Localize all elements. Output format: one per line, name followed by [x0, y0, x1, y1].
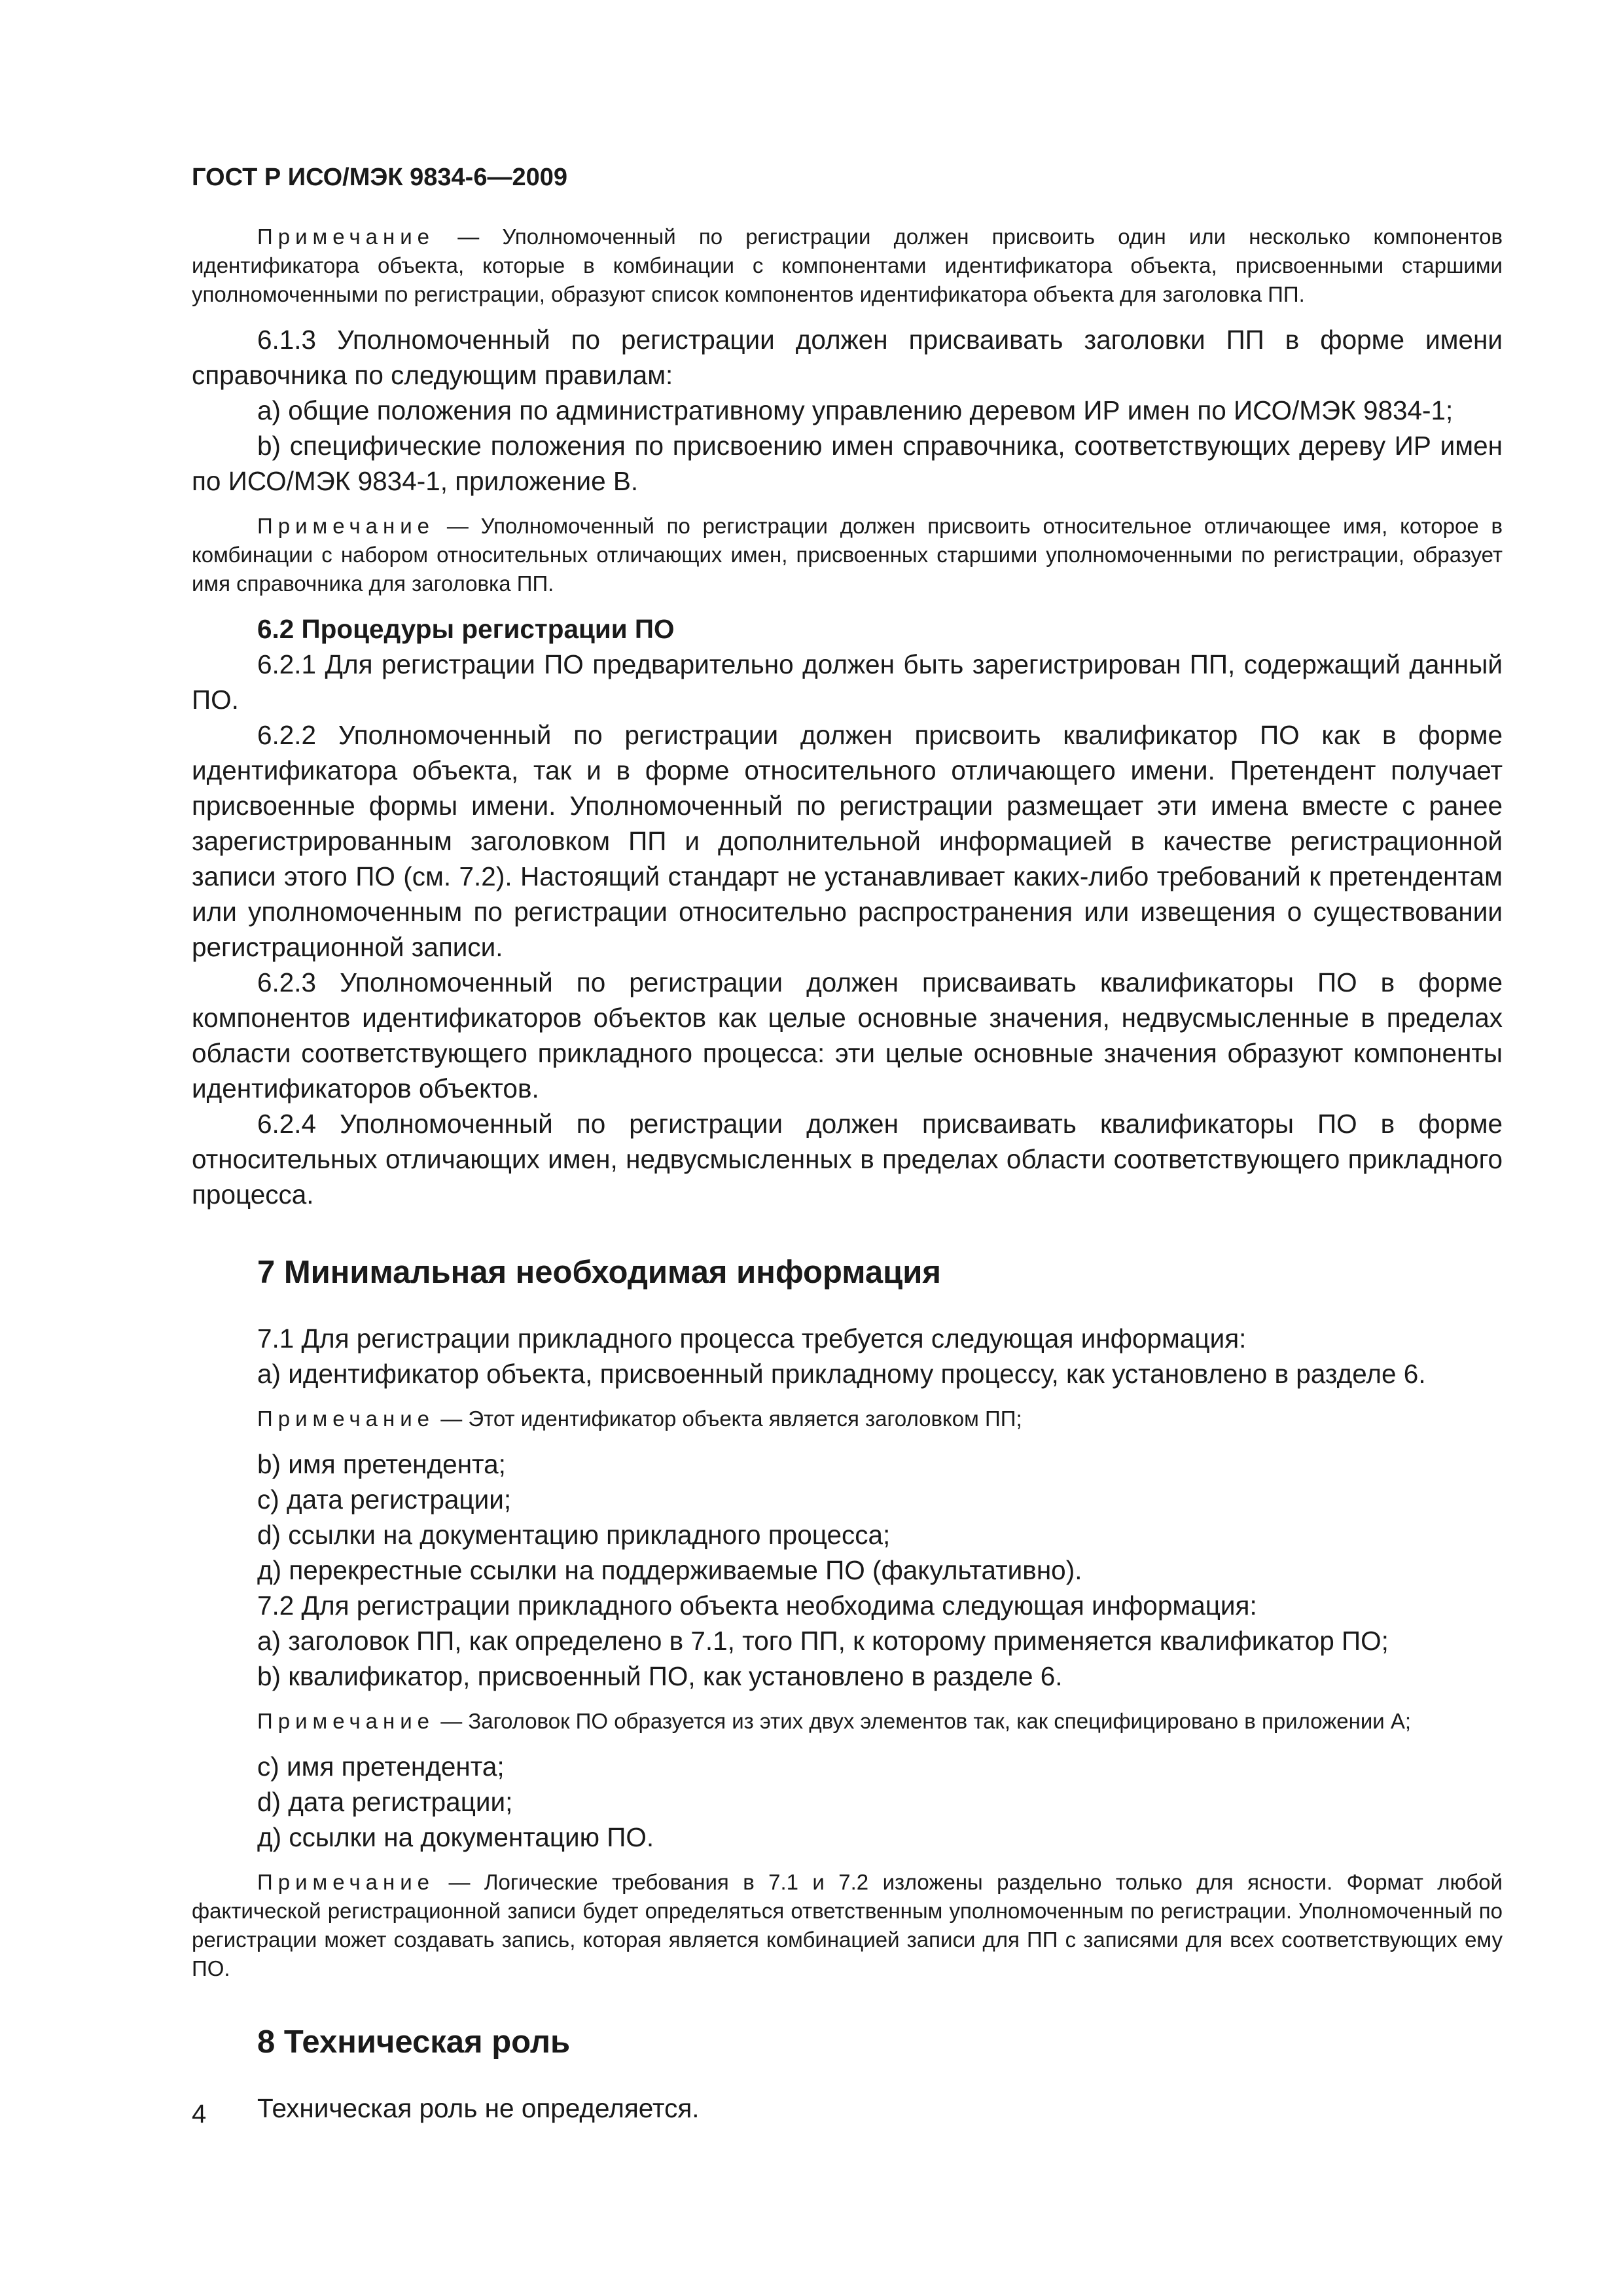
list-item: d) ссылки на документацию прикладного процесса; — [257, 1520, 891, 1550]
note-2 — [192, 512, 1503, 598]
note-4 — [192, 1707, 1503, 1736]
section-heading-7: 7 Минимальная необходимая информация — [257, 1255, 941, 1290]
list-item: д) перекрестные ссылки на поддерживаемые ПО (факультативно). — [257, 1555, 1082, 1585]
note-label: Примечание — [257, 1870, 435, 1894]
paragraph-8: Техническая роль не определяется. — [257, 2093, 700, 2123]
paragraph-6-2-3: 6.2.3 Уполномоченный по регистрации должен присваивать квалификаторы ПО в форме компонентов идентификаторов объектов как целые основные значения, недвусмысленные в пределах области соответствующего прикладного процесса: эти целые основные значения образуют компоненты идентификаторов объектов. — [192, 967, 1503, 1103]
subsection-heading-6-2: 6.2 Процедуры регистрации ПО — [257, 614, 675, 644]
note-text: — Уполномоченный по регистрации должен присвоить относительное отличающее имя, которое в комбинации с набором относительных отличающих имен, присвоенных старшими уполномоченными по регистрации, образует имя справочника для заголовка ПП. — [192, 514, 1503, 596]
note-text: — Логические требования в 7.1 и 7.2 изложены раздельно только для ясности. Формат любой фактической регистрационной записи будет определяться ответственным уполномоченным по регистрации. Уполномоченный по регистрации может создавать запись, которая является комбинацией записи для ПП с записями для всех соответствующих ему ПО. — [192, 1870, 1503, 1981]
note-label: Примечание — [257, 1407, 435, 1431]
note-text: — Этот идентификатор объекта является заголовком ПП; — [440, 1407, 1022, 1431]
page-number: 4 — [192, 2100, 207, 2128]
list-item: b) имя претендента; — [257, 1449, 506, 1479]
list-item: a) общие положения по административному управлению деревом ИР имен по ИСО/МЭК 9834-1; — [257, 395, 1454, 425]
list-item: b) специфические положения по присвоению имен справочника, соответствующих дереву ИР имен по ИСО/МЭК 9834-1, приложение В. — [192, 431, 1503, 496]
note-1 — [192, 223, 1503, 309]
list-item: a) заголовок ПП, как определено в 7.1, того ПП, к которому применяется квалификатор ПО; — [257, 1626, 1389, 1656]
note-text: — Уполномоченный по регистрации должен присвоить один или несколько компонентов идентификатора объекта, которые в комбинации с компонентами идентификатора объекта, присвоенными старшими уполномоченными по регистрации, образуют список компонентов идентификатора объекта для заголовка ПП. — [192, 224, 1503, 306]
list-item: a) идентификатор объекта, присвоенный прикладному процессу, как установлено в разделе 6. — [257, 1359, 1426, 1389]
paragraph-7-1: 7.1 Для регистрации прикладного процесса требуется следующая информация: — [257, 1323, 1247, 1354]
paragraph-6-1-3: 6.1.3 Уполномоченный по регистрации должен присваивать заголовки ПП в форме имени справочника по следующим правилам: — [192, 325, 1503, 390]
paragraph-6-2-1: 6.2.1 Для регистрации ПО предварительно должен быть зарегистрирован ПП, содержащий данный ПО. — [192, 649, 1503, 715]
paragraph-6-2-2: 6.2.2 Уполномоченный по регистрации должен присвоить квалификатор ПО как в форме идентификатора объекта, так и в форме относительного отличающего имени. Претендент получает присвоенные формы имени. Уполномоченный по регистрации размещает эти имена вместе с ранее зарегистрированным заголовком ПП и дополнительной информацией в качестве регистрационной записи этого ПО (см. 7.2). Настоящий стандарт не устанавливает каких-либо требований к претендентам или уполномоченным по регистрации относительно распространения или извещения о существовании регистрационной записи. — [192, 720, 1503, 962]
paragraph-6-2-4: 6.2.4 Уполномоченный по регистрации должен присваивать квалификаторы ПО в форме относительных отличающих имен, недвусмысленных в пределах области соответствующего прикладного процесса. — [192, 1109, 1503, 1210]
list-item: c) дата регистрации; — [257, 1484, 512, 1515]
page-content — [192, 223, 1503, 2126]
standard-designation: ГОСТ Р ИСО/МЭК 9834-6—2009 — [192, 164, 567, 191]
note-label: Примечание — [257, 224, 435, 249]
note-label: Примечание — [257, 1709, 435, 1733]
list-item: d) дата регистрации; — [257, 1787, 513, 1817]
list-item: b) квалификатор, присвоенный ПО, как установлено в разделе 6. — [257, 1661, 1063, 1691]
note-label: Примечание — [257, 514, 435, 538]
list-item: c) имя претендента; — [257, 1751, 505, 1782]
paragraph-7-2: 7.2 Для регистрации прикладного объекта необходима следующая информация: — [257, 1590, 1257, 1621]
list-item: д) ссылки на документацию ПО. — [257, 1822, 654, 1852]
note-text: — Заголовок ПО образуется из этих двух элементов так, как специфицировано в приложении А; — [440, 1709, 1412, 1733]
note-5 — [192, 1868, 1503, 1983]
section-heading-8: 8 Техническая роль — [257, 2024, 571, 2060]
note-3 — [192, 1405, 1503, 1433]
